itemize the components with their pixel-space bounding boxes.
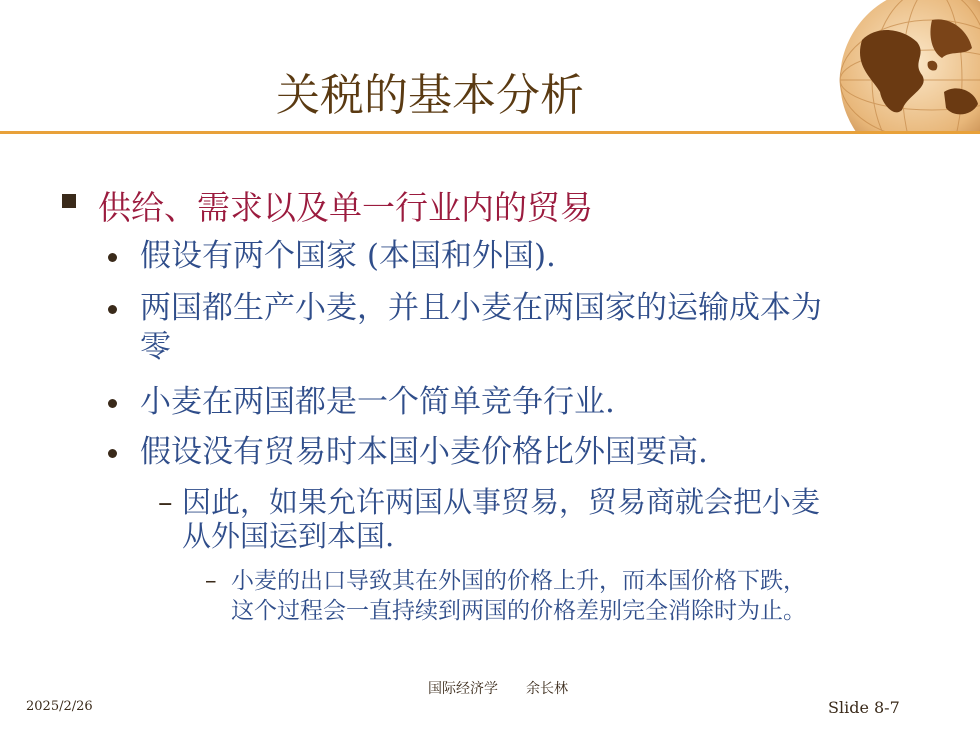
globe-icon [832, 0, 980, 134]
bullet-text: 零 [140, 329, 171, 365]
bullet-text: 两国都生产小麦，并且小麦在两国家的运输成本为 [140, 290, 822, 326]
sub-bullet-text: 从外国运到本国. [182, 519, 395, 553]
footer-center: 国际经济学 余长林 [428, 681, 568, 697]
slide-number: Slide 8-7 [828, 698, 900, 717]
dash-bullet-icon: – [158, 485, 173, 519]
footer-date: 2025/2/26 [26, 699, 93, 714]
page-title: 关税的基本分析 [276, 70, 584, 121]
bullet-text: 假设没有贸易时本国小麦价格比外国要高. [140, 434, 708, 470]
bullet-dot-icon [108, 305, 117, 314]
bullet-dot-icon [108, 253, 117, 262]
title-divider [0, 131, 980, 134]
square-bullet-icon [62, 194, 76, 208]
subsub-bullet-text: 这个过程会一直持续到两国的价格差别完全消除时为止。 [231, 598, 806, 624]
level1-text: 供给、需求以及单一行业内的贸易 [98, 188, 593, 227]
bullet-text: 假设有两个国家 (本国和外国). [140, 238, 556, 274]
bullet-text: 小麦在两国都是一个简单竞争行业. [140, 384, 615, 420]
sub-bullet-text: 因此，如果允许两国从事贸易，贸易商就会把小麦 [182, 485, 821, 519]
subsub-bullet-text: 小麦的出口导致其在外国的价格上升，而本国价格下跌， [231, 568, 806, 594]
bullet-dot-icon [108, 399, 117, 408]
dash-bullet-icon: – [205, 568, 217, 594]
bullet-dot-icon [108, 449, 117, 458]
